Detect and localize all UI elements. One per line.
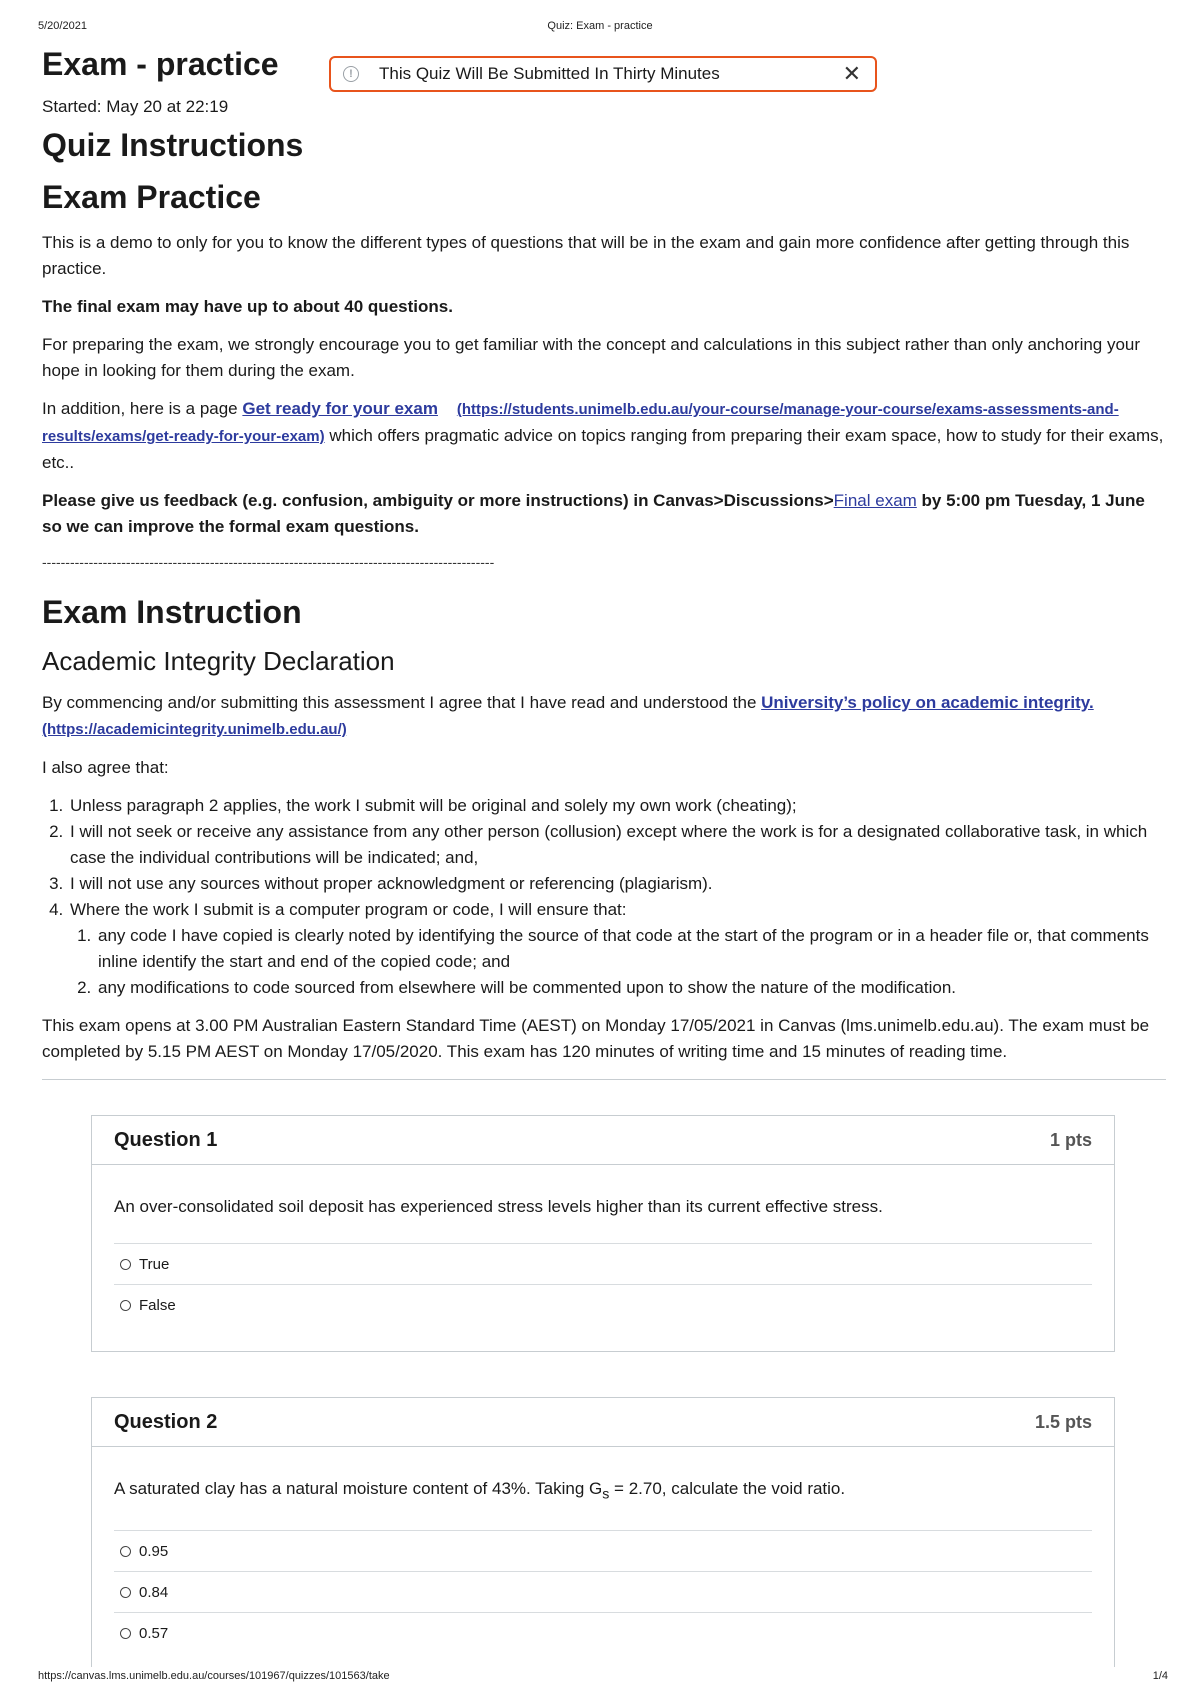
radio-button[interactable] <box>120 1546 131 1557</box>
dash-separator: ------------------------------------------------------------------------------------------------- <box>42 554 495 570</box>
also-agree-label: I also agree that: <box>42 758 169 777</box>
exam-schedule-paragraph: This exam opens at 3.00 PM Australian Eastern Standard Time (AEST) on Monday 17/05/2021 in Canvas (lms.unimelb.edu.au). The exam must be completed by 5.15 PM AEST on Monday 17/05/2020. This exam has 120 minutes of writing time and 15 minutes of reading time. <box>42 1016 1150 1061</box>
question-points: 1 pts <box>1049 1129 1092 1150</box>
question-text: An over-consolidated soil deposit has experienced stress levels higher than its current effective stress. <box>114 1197 883 1216</box>
page-title: Exam - practice <box>42 46 279 82</box>
code-sub-item: 2. any modifications to code sourced from elsewhere will be commented upon to show the nature of the modification. <box>96 975 1166 1001</box>
final-exam-link[interactable]: Final exam <box>833 491 917 510</box>
answer-label: 0.57 <box>139 1624 169 1642</box>
quiz-instructions-heading: Quiz Instructions <box>42 127 304 163</box>
answer-label: 0.95 <box>139 1542 169 1560</box>
question-points: 1.5 pts <box>1034 1411 1092 1432</box>
answer-option[interactable] <box>114 1571 1092 1612</box>
warning-icon: ! <box>343 66 359 82</box>
question-header <box>92 1398 1114 1447</box>
get-ready-link[interactable]: Get ready for your exam <box>242 399 438 418</box>
declaration-paragraph: By commencing and/or submitting this assessment I agree that I have read and understood the University’s policy on academic integrity. (https://academicintegrity.unimelb.edu.au/) <box>42 693 1094 738</box>
print-date: 5/20/2021 <box>38 20 87 32</box>
code-sub-item: 1. any code I have copied is clearly noted by identifying the source of that code at the start of the program or in a header file or, that comments inline identify the start and end of the copied code; and <box>96 923 1166 975</box>
agreement-item: 2. I will not seek or receive any assistance from any other person (collusion) except where the work is for a designated collaborative task, in which case the individual contributions will be indicated; and, <box>68 819 1166 871</box>
radio-button[interactable] <box>120 1628 131 1639</box>
question-header <box>92 1116 1114 1165</box>
question-title: Question 2 <box>114 1410 218 1433</box>
agreement-list <box>42 793 1166 1001</box>
started-time: Started: May 20 at 22:19 <box>42 97 229 116</box>
agreement-item: 1. Unless paragraph 2 applies, the work I submit will be original and solely my own work (cheating); <box>68 793 1166 819</box>
exam-instruction-heading: Exam Instruction <box>42 594 302 630</box>
answer-option[interactable] <box>114 1612 1092 1653</box>
resources-paragraph: In addition, here is a page Get ready for your exam (https://students.unimelb.edu.au/your-course/manage-your-course/exams-assessments-and-results/exams/get-ready-for-your-exam) which offers pragmatic advice on topics ranging from preparing their exam space, how to study for their exams, etc.. <box>42 399 1164 472</box>
answer-label: True <box>139 1255 170 1273</box>
question-count-note: The final exam may have up to about 40 questions. <box>42 297 453 316</box>
radio-button[interactable] <box>120 1259 131 1270</box>
question-title: Question 1 <box>114 1128 218 1151</box>
question-card-1 <box>91 1115 1115 1352</box>
academic-integrity-url[interactable]: (https://academicintegrity.unimelb.edu.au/) <box>42 721 347 738</box>
intro-paragraph: This is a demo to only for you to know the different types of questions that will be in the exam and gain more confidence after getting through this practice. <box>42 233 1130 278</box>
feedback-paragraph: Please give us feedback (e.g. confusion, ambiguity or more instructions) in Canvas>Discussions>Final exam by 5:00 pm Tuesday, 1 June so we can improve the formal exam questions. <box>42 491 1145 536</box>
toast-message: This Quiz Will Be Submitted In Thirty Minutes <box>379 64 720 83</box>
code-sub-list <box>70 923 1166 1001</box>
close-icon[interactable]: ✕ <box>842 61 861 86</box>
print-title: Quiz: Exam - practice <box>547 20 653 32</box>
question-text: A saturated clay has a natural moisture content of 43%. Taking $G_s = 2.70$, calculate the void ratio. <box>114 1479 846 1503</box>
agreement-item: 3. I will not use any sources without proper acknowledgment or referencing (plagiarism). <box>68 871 1166 897</box>
answer-label: False <box>139 1296 176 1314</box>
answer-option[interactable] <box>114 1284 1092 1325</box>
question-card-2 <box>91 1397 1115 1667</box>
print-url: https://canvas.lms.unimelb.edu.au/courses/101967/quizzes/101563/take <box>38 1670 390 1682</box>
answer-label: 0.84 <box>139 1583 169 1601</box>
agreement-item: 4. Where the work I submit is a computer program or code, I will ensure that: 1. any code I have copied is clearly noted by identifying the source of that code at the start of the program or in a header file or, that comments inline identify the start and end of the copied code; and 2. any modifications to code sourced from elsewhere will be commented upon to show the nature of the modification. <box>68 897 1166 1001</box>
exam-practice-heading: Exam Practice <box>42 179 261 215</box>
answer-option[interactable] <box>114 1530 1092 1571</box>
get-ready-url[interactable]: (https://students.unimelb.edu.au/your-course/manage-your-course/exams-assessments-and-results/exams/get-ready-for-your-exam) <box>42 401 1119 445</box>
answer-option[interactable] <box>114 1243 1092 1284</box>
academic-integrity-heading: Academic Integrity Declaration <box>42 646 395 676</box>
radio-button[interactable] <box>120 1300 131 1311</box>
radio-button[interactable] <box>120 1587 131 1598</box>
quiz-content <box>42 44 1166 1080</box>
academic-integrity-link[interactable]: University’s policy on academic integrity. <box>761 693 1094 712</box>
print-page-number: 1/4 <box>1152 1670 1168 1682</box>
preparation-paragraph: For preparing the exam, we strongly encourage you to get familiar with the concept and calculations in this subject rather than only anchoring your hope in looking for them during the exam. <box>42 335 1141 380</box>
divider <box>42 1079 1166 1080</box>
